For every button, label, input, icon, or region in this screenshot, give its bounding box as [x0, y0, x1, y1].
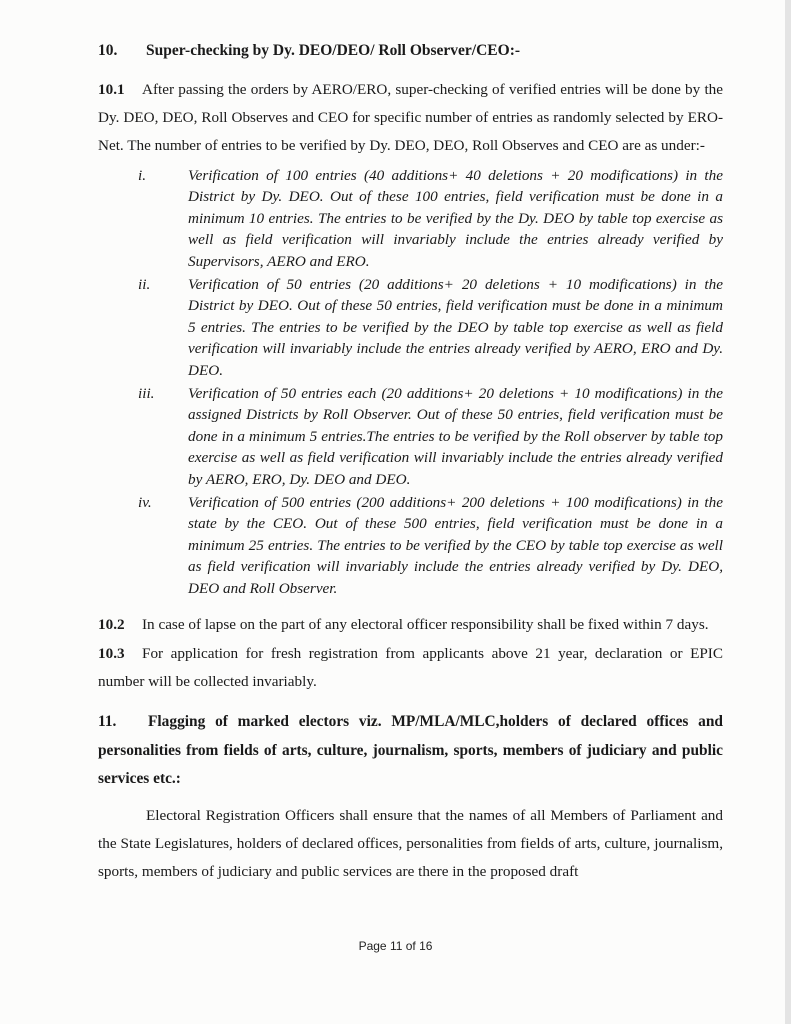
list-item-text: Verification of 100 entries (40 additions+ 40 deletions + 20 modifications) in the District by Dy. DEO. Out of these 100 entries, field verification must be done in a minimum 10 entries. The entries to be verified by the Dy. DEO by table top exercise as well as field verification will invariably include the entries already verified by Supervisors, AERO and ERO.: [188, 166, 723, 270]
section-10-title: Super-checking by Dy. DEO/DEO/ Roll Observer/CEO:-: [146, 42, 521, 59]
page-number-footer: Page 11 of 16: [358, 939, 433, 953]
section-10-heading: [98, 40, 723, 62]
section-11-number: 11.: [98, 713, 117, 731]
list-item: [98, 274, 723, 382]
list-item-text: Verification of 50 entries (20 additions+ 20 deletions + 10 modifications) in the District by DEO. Out of these 50 entries, field verification must be done in a minimum 5 entries. The entries to be verified by the DEO by table top exercise as well as field verification will invariably include the entries already verified by AERO, ERO and Dy. DEO.: [188, 275, 723, 379]
list-item: [98, 165, 723, 273]
paragraph-10-3-text: For application for fresh registration from applicants above 21 year, declaration or EPIC number will be collected invariably.: [98, 644, 723, 690]
paragraph-10-1-number: 10.1: [98, 81, 125, 98]
list-item-numeral: ii.: [138, 275, 151, 293]
paragraph-10-3-number: 10.3: [98, 644, 125, 662]
section-11-heading: [98, 708, 723, 794]
paragraph-10-1-text: After passing the orders by AERO/ERO, super-checking of verified entries will be done by the Dy. DEO, DEO, Roll Observes and CEO for specific number of entries as randomly selected by ERO-Net. The number of entries to be verified by Dy. DEO, DEO, Roll Observes and CEO are as under:-: [98, 81, 723, 155]
section-10-number: 10.: [98, 42, 118, 59]
paragraph-10-2-number: 10.2: [98, 616, 125, 634]
section-11-title: Flagging of marked electors viz. MP/MLA/MLC,holders of declared offices and personalities from fields of arts, culture, journalism, sports, members of judiciary and public services etc.:: [98, 713, 723, 788]
list-item-text: Verification of 500 entries (200 additions+ 200 deletions + 100 modifications) in the state by the CEO. Out of these 500 entries, field verification must be done in a minimum 25 entries. The entries to be verified by the CEO by table top exercise as well as field verification will invariably include the entries already verified by Dy. DEO, DEO and Roll Observer.: [188, 493, 723, 597]
list-item: [98, 383, 723, 491]
list-item-text: Verification of 50 entries each (20 additions+ 20 deletions + 10 modifications) in the assigned Districts by Roll Observer. Out of these 50 entries, field verification must be done in a minimum 5 entries.The entries to be verified by the Roll observer by table top exercise as well as field verification will invariably include the entries already verified by AERO, ERO, Dy. DEO and DEO.: [188, 384, 723, 488]
page-edge-shadow: [785, 0, 791, 1024]
paragraph-11-text: Electoral Registration Officers shall ensure that the names of all Members of Parliament and the State Legislatures, holders of declared offices, personalities from fields of arts, culture, journalism, sports, members of judiciary and public services are there in the proposed draft: [98, 806, 723, 880]
list-item: [98, 492, 723, 600]
list-item-numeral: i.: [138, 166, 147, 184]
paragraph-10-2-text: In case of lapse on the part of any electoral officer responsibility shall be fixed within 7 days.: [142, 616, 709, 634]
list-item-numeral: iv.: [138, 493, 152, 511]
paragraph-10-1: [98, 76, 723, 161]
spacer: [98, 600, 723, 611]
paragraph-10-3: [98, 640, 723, 696]
document-body: [98, 40, 723, 886]
list-item-numeral: iii.: [138, 384, 155, 402]
paragraph-10-2: [98, 611, 723, 639]
verification-list: [98, 165, 723, 600]
